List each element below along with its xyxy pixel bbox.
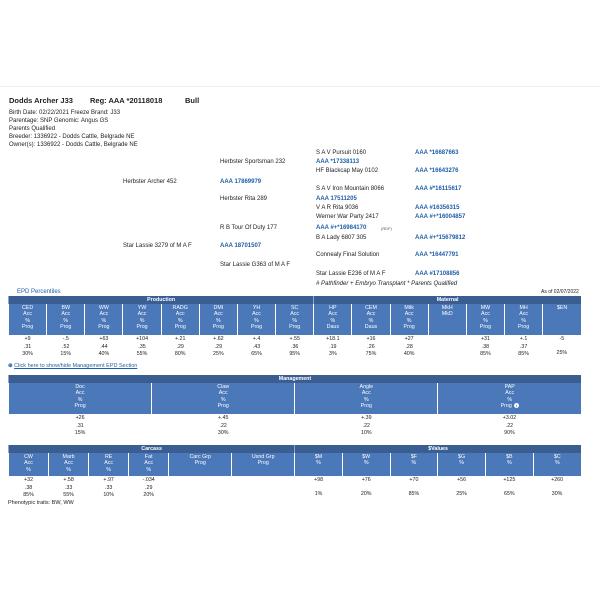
- carcass-accuracy: .33: [64, 484, 73, 491]
- epd-caption: Prog: [212, 324, 224, 331]
- epd-caption: Acc: [213, 311, 223, 318]
- svalue-percentile: 25%: [456, 490, 467, 497]
- carcass-percentile: 55%: [63, 492, 74, 498]
- management-percentile: 10%: [361, 430, 372, 436]
- epd-caption: Acc: [290, 311, 300, 318]
- svalue-name: $C: [553, 454, 561, 460]
- svalues-group-header: $Values: [295, 445, 581, 453]
- pedigree-name: Herbster Sportsman 232: [220, 159, 286, 165]
- management-accuracy: .22: [219, 422, 227, 429]
- svalue-percentile: 20%: [360, 490, 372, 497]
- epd-percentile: 30%: [22, 351, 33, 357]
- epd-caption: Acc: [328, 311, 338, 318]
- epd-caption: Acc: [61, 311, 71, 318]
- epd-caption: %: [292, 317, 298, 324]
- pedigree-reg-link[interactable]: AAA 17869979: [220, 179, 262, 185]
- epd-value: +31: [480, 336, 490, 342]
- epd-caption: [543, 323, 581, 329]
- svalue-value: +98: [314, 477, 324, 483]
- management-value-cell: [295, 414, 438, 438]
- svalue-value: +260: [551, 477, 564, 483]
- production-group-header: Production: [9, 296, 314, 304]
- carcass-percentile: 20%: [143, 492, 155, 498]
- birth-date-line: Birth Date: 02/22/2021 Freeze Brand: J33: [9, 110, 121, 116]
- pedigree-reg-link[interactable]: AAA *16643276: [415, 168, 459, 174]
- epd-value-cell: [85, 335, 123, 359]
- svalue-caption: %: [459, 460, 464, 467]
- epd-trait-name: YH: [252, 305, 261, 311]
- epd-caption: Prog: [136, 324, 148, 331]
- pedigree-name: HF Blackcap May 0102: [316, 168, 379, 174]
- pedigree-name: R B Tour Of Duty 177: [220, 225, 277, 231]
- epd-caption: Acc: [404, 311, 414, 318]
- svalue-value-cell: [390, 476, 438, 500]
- epd-caption: Prog: [174, 324, 186, 331]
- epd-caption: %: [25, 317, 30, 324]
- management-caption: %: [77, 396, 83, 403]
- pedigree-reg-link[interactable]: AAA 17511205: [316, 196, 357, 202]
- epd-caption: Acc: [366, 311, 376, 318]
- carcass-accuracy: .38: [24, 484, 33, 491]
- svalue-value: +70: [409, 477, 419, 483]
- pedigree-name: Connealy Final Solution: [316, 252, 380, 258]
- epd-value-cell: [543, 335, 581, 359]
- carcass-trait-name: Fat: [144, 454, 153, 460]
- pedigree-reg-link[interactable]: AAA *16687663: [415, 150, 459, 156]
- pedigree-reg-link[interactable]: AAA *16447791: [415, 252, 459, 258]
- pedigree-legend: # Pathfinder + Embryo Transplant * Parents Qualified: [316, 281, 458, 287]
- carcass-caption: %: [26, 466, 31, 473]
- carcass-value: +32: [24, 477, 34, 483]
- epd-value: +.4: [252, 336, 261, 342]
- epd-value: +.1: [519, 336, 528, 342]
- epd-percentile: 80%: [174, 351, 186, 357]
- carcass-caption: Acc: [24, 460, 33, 467]
- epd-trait-name: DMI: [213, 305, 224, 311]
- svalue-column-header: [438, 453, 486, 476]
- management-value-cell: [152, 414, 295, 438]
- epd-value: -5: [559, 336, 565, 342]
- epd-percentile: 65%: [251, 351, 262, 357]
- management-percentile: 90%: [504, 430, 515, 436]
- epd-value-cell: [9, 335, 47, 359]
- carcass-caption: %: [66, 466, 71, 473]
- management-caption: Prog: [360, 403, 372, 410]
- epd-trait-name: MW: [480, 305, 491, 311]
- epd-value-cell: [237, 335, 275, 359]
- epd-caption: %: [254, 317, 259, 324]
- carcass-column-header: [49, 453, 89, 476]
- svalue-value: +125: [503, 477, 516, 483]
- svalue-caption: %: [363, 460, 369, 467]
- svalue-value-cell: [533, 476, 581, 500]
- pedigree-name: Star Lassie G363 of M A F: [220, 262, 291, 268]
- epd-value: +16: [366, 336, 376, 342]
- pedigree-rdf-tag: (RDF): [381, 226, 392, 231]
- epd-trait-name: $EN: [556, 305, 568, 311]
- epd-accuracy: .38: [481, 343, 490, 350]
- svalue-column-header: [533, 453, 581, 476]
- epd-percentile: 75%: [365, 351, 377, 357]
- pedigree-reg-link[interactable]: AAA *17338113: [316, 159, 360, 165]
- epd-caption: %: [139, 317, 145, 324]
- epd-caption: %: [216, 317, 221, 324]
- carcass-column-header: [89, 453, 129, 476]
- carcass-accuracy: .33: [104, 484, 113, 491]
- svalue-percentile: 1%: [314, 490, 323, 497]
- epd-caption: %: [63, 317, 69, 324]
- epd-caption: %: [330, 317, 336, 324]
- epd-caption: Acc: [519, 311, 529, 318]
- carcass-accuracy: .29: [145, 484, 153, 491]
- carcass-column-header: [129, 453, 169, 476]
- epd-accuracy: .37: [519, 343, 528, 350]
- carcass-value: +.97: [103, 477, 114, 483]
- epd-value-cell: [199, 335, 237, 359]
- animal-registration: Reg: AAA *20118018: [90, 96, 163, 105]
- management-accuracy: .31: [76, 422, 84, 429]
- epd-accuracy: .52: [62, 343, 70, 350]
- epd-caption: %: [368, 317, 374, 324]
- epd-caption: Acc: [481, 311, 490, 318]
- epd-accuracy: .31: [23, 343, 32, 350]
- epd-column-header: [276, 304, 314, 335]
- carcass-value-cell: [49, 476, 89, 500]
- epd-caption: %: [521, 317, 526, 324]
- epd-percentile: 85%: [480, 351, 491, 357]
- epd-column-header: [237, 304, 275, 335]
- svalue-caption: %: [506, 460, 512, 467]
- management-column-header: [152, 383, 295, 414]
- carcass-percentile: 10%: [103, 492, 114, 498]
- carcass-group-name: Usnd Grp: [251, 454, 275, 460]
- epd-caption: %: [177, 317, 183, 324]
- pedigree-name: S A V Iron Mountain 8066: [316, 186, 385, 192]
- epd-caption: %: [406, 317, 412, 324]
- epd-column-header: [505, 304, 543, 335]
- svalue-value-cell: [295, 476, 343, 500]
- management-accuracy: .22: [362, 422, 370, 429]
- carcass-group-column-header: [169, 453, 232, 476]
- carcass-group-name: Carc Grp: [189, 454, 211, 460]
- epd-value-cell: [390, 335, 428, 359]
- epd-column-header: [161, 304, 199, 335]
- management-percentile: 15%: [74, 430, 86, 436]
- page-top-bar: [0, 0, 600, 87]
- management-value: +26: [75, 415, 85, 421]
- epd-percentile: 85%: [518, 351, 529, 357]
- svalue-name: $M: [314, 454, 323, 460]
- epd-caption: Prog: [98, 324, 110, 331]
- management-caption: %: [507, 396, 513, 403]
- svalue-caption: %: [316, 460, 321, 467]
- epd-column-header: [352, 304, 390, 335]
- parentage-line: Parentage: SNP Genomic: Angus GS: [9, 118, 109, 124]
- epd-percentile: 95%: [289, 351, 300, 357]
- carcass-caption: Acc: [64, 460, 74, 467]
- epd-accuracy: .44: [100, 343, 108, 350]
- management-caption: Acc: [505, 390, 515, 397]
- svalue-name: $G: [458, 454, 466, 460]
- epd-caption: MkD: [441, 311, 453, 318]
- carcass-percentile: 85%: [23, 492, 34, 498]
- management-trait-name: Angle: [359, 384, 374, 390]
- svalue-caption: %: [554, 460, 560, 467]
- management-epd-table: [8, 375, 581, 438]
- pedigree-reg-link[interactable]: AAA #+*16004857: [415, 214, 466, 220]
- carcass-trait-name: CW: [24, 454, 33, 460]
- epd-caption: Acc: [252, 311, 261, 318]
- epd-caption: Prog: [60, 324, 72, 331]
- svalue-name: $B: [506, 454, 513, 460]
- epd-column-header: [123, 304, 161, 335]
- epd-value: +27: [404, 336, 414, 342]
- epd-trait-name: MH: [519, 305, 528, 311]
- carcass-trait-name: Marb: [62, 454, 75, 460]
- pedigree-name: Star Lassie E236 of M A F: [316, 271, 386, 277]
- epd-percentile: 55%: [136, 351, 148, 357]
- epd-caption: Prog: [403, 324, 415, 331]
- management-column-header: [438, 383, 581, 414]
- epd-value-cell: [161, 335, 199, 359]
- carcass-value: +.58: [63, 477, 74, 483]
- svalue-caption: %: [411, 460, 417, 467]
- management-value-cell: [9, 414, 152, 438]
- epd-value: +.21: [174, 336, 186, 342]
- epd-caption: Prog: [518, 324, 530, 331]
- epd-percentiles-title: EPD Percentiles: [17, 289, 61, 295]
- pedigree-reg-link[interactable]: AAA #17108856: [415, 271, 460, 277]
- carcass-value-cell: [89, 476, 129, 500]
- epd-column-header: [47, 304, 85, 335]
- epd-caption: [429, 324, 466, 330]
- management-toggle-label[interactable]: Click here to show/hide Management EPD Section: [14, 363, 138, 369]
- epd-as-of-date: As of 02/07/2022: [541, 289, 579, 295]
- epd-percentile: 40%: [403, 351, 415, 357]
- epd-column-header: [390, 304, 428, 335]
- carcass-group-value-cell: [169, 476, 232, 500]
- epd-trait-name: YW: [137, 305, 147, 311]
- carcass-trait-name: RE: [104, 454, 113, 460]
- epd-percentile: 3%: [329, 351, 337, 357]
- pedigree-name: B A Lady 6807 305: [316, 235, 367, 241]
- epd-value-cell: [276, 335, 314, 359]
- epd-caption: Acc: [137, 311, 147, 318]
- epd-value-cell: [314, 335, 352, 359]
- epd-caption: Prog: [289, 324, 301, 331]
- management-value: +.39: [361, 415, 372, 421]
- epd-value: +.62: [213, 336, 224, 342]
- epd-trait-name: Milk: [404, 305, 414, 311]
- pedigree-name: Werner War Party 2417: [316, 214, 379, 220]
- epd-percentile: 40%: [98, 351, 110, 357]
- epd-value: +104: [136, 336, 149, 342]
- epd-value: +.55: [289, 336, 300, 342]
- management-caption: %: [220, 396, 226, 403]
- svalue-column-header: [485, 453, 533, 476]
- epd-caption: Prog: [250, 324, 263, 331]
- management-caption: Acc: [75, 390, 85, 397]
- epd-accuracy: .29: [176, 343, 184, 350]
- epd-trait-name: HP: [329, 305, 337, 311]
- management-caption: Prog: [74, 403, 86, 410]
- management-value-cell: [438, 414, 581, 438]
- svalue-column-header: [390, 453, 438, 476]
- carcass-group-caption: Prog: [194, 460, 206, 467]
- management-group-header: Management: [9, 375, 582, 383]
- management-caption: %: [363, 396, 369, 403]
- management-caption: Prog i: [500, 403, 517, 410]
- management-caption: Prog: [217, 403, 229, 410]
- epd-caption: Acc: [99, 311, 109, 318]
- carcass-group-value-cell: [232, 476, 295, 500]
- epd-production-maternal-table: [8, 296, 581, 359]
- epd-column-header: [543, 304, 581, 335]
- pedigree-sire-name: Herbster Archer 452: [123, 179, 177, 185]
- epd-percentile: 15%: [60, 351, 72, 357]
- epd-value-cell: [428, 335, 466, 359]
- pedigree-reg-link[interactable]: AAA 18701507: [220, 243, 262, 249]
- epd-trait-name: WW: [98, 305, 109, 311]
- svalue-percentile: 85%: [408, 490, 420, 497]
- epd-caption: Daus: [326, 324, 340, 331]
- pedigree-dam-name: Star Lassie 3279 of M A F: [123, 243, 192, 249]
- management-toggle-link[interactable]: [8, 363, 137, 369]
- svalue-percentile: 65%: [504, 490, 515, 497]
- pedigree-reg-link[interactable]: AAA #16356315: [415, 205, 460, 211]
- pedigree-reg-link[interactable]: AAA #+*15679812: [415, 235, 466, 241]
- epd-caption: %: [101, 317, 107, 324]
- carcass-group-column-header: [232, 453, 295, 476]
- epd-value: +18.1: [326, 336, 340, 342]
- epd-trait-name: CEM: [365, 305, 377, 311]
- svalue-name: $F: [410, 454, 417, 460]
- epd-value-cell: [123, 335, 161, 359]
- epd-percentile: 25%: [556, 349, 568, 356]
- management-trait-name: Doc: [75, 384, 85, 390]
- epd-trait-name: SC: [290, 305, 299, 311]
- breeder-line: Breeder: 1336922 - Dodds Cattle, Belgrade NE: [9, 134, 135, 140]
- pedigree-reg-link[interactable]: AAA #+*16984170: [316, 225, 367, 231]
- management-column-header: [295, 383, 438, 414]
- epd-value: -.5: [62, 336, 69, 342]
- epd-accuracy: .36: [290, 343, 299, 350]
- pedigree-name: S A V Pursuit 0160: [316, 150, 367, 156]
- epd-value: +63: [99, 336, 109, 342]
- svalue-value: +76: [361, 477, 371, 483]
- owner-line: Owner(s): 1336922 - Dodds Cattle, Belgrade NE: [9, 142, 138, 148]
- carcass-caption: %: [146, 466, 152, 473]
- epd-column-header: [85, 304, 123, 335]
- epd-caption: Daus: [364, 324, 378, 331]
- info-icon[interactable]: i: [515, 403, 517, 409]
- carcass-group-header: Carcass: [9, 445, 295, 453]
- carcass-column-header: [9, 453, 49, 476]
- epd-trait-name: CED: [21, 305, 34, 311]
- management-trait-name: Claw: [217, 384, 230, 390]
- management-percentile: 30%: [217, 430, 229, 436]
- svalue-value: +56: [457, 477, 467, 483]
- epd-column-header: [199, 304, 237, 335]
- epd-value-cell: [352, 335, 390, 359]
- animal-name: Dodds Archer J33: [9, 96, 73, 105]
- epd-caption: Acc: [23, 311, 32, 318]
- epd-accuracy: .26: [367, 343, 375, 350]
- pedigree-reg-link[interactable]: AAA #*16115617: [415, 186, 462, 192]
- carcass-caption: Acc: [104, 460, 114, 467]
- epd-value-cell: [505, 335, 543, 359]
- management-accuracy: .22: [505, 422, 514, 429]
- svalue-percentile: 30%: [551, 490, 563, 497]
- epd-percentile: 25%: [213, 351, 224, 357]
- epd-trait-name: MkH: [441, 305, 453, 311]
- epd-value-cell: [466, 335, 504, 359]
- epd-caption: %: [483, 317, 488, 324]
- epd-caption: Acc: [175, 311, 185, 318]
- parents-qualified-line: Parents Qualified: [9, 126, 56, 132]
- epd-column-header: [9, 304, 47, 335]
- management-value: +3.02: [502, 415, 517, 421]
- carcass-caption: %: [106, 466, 112, 473]
- carcass-value-cell: [9, 476, 49, 500]
- maternal-group-header: Maternal: [314, 296, 581, 304]
- epd-trait-name: RADG: [172, 305, 188, 311]
- pedigree-name: V A R Rita 9036: [316, 205, 359, 211]
- svalue-value-cell: [342, 476, 390, 500]
- epd-accuracy: .19: [329, 343, 337, 350]
- epd-accuracy: .35: [138, 343, 146, 350]
- pedigree-name: Herbster Rita 289: [220, 196, 268, 202]
- management-caption: Acc: [218, 390, 228, 397]
- management-column-header: [9, 383, 152, 414]
- carcass-svalues-table: [8, 445, 581, 500]
- svalue-column-header: [342, 453, 390, 476]
- management-value: +.45: [217, 415, 229, 421]
- animal-sex: Bull: [185, 96, 200, 105]
- epd-percentile: [428, 348, 466, 354]
- svalue-name: $W: [362, 454, 371, 460]
- carcass-value: -.034: [142, 477, 155, 483]
- epd-value-cell: [47, 335, 85, 359]
- carcass-value-cell: [129, 476, 169, 500]
- epd-caption: Prog: [21, 324, 34, 331]
- epd-column-header: [314, 304, 352, 335]
- svalue-value-cell: [438, 476, 486, 500]
- epd-column-header: [428, 304, 466, 335]
- management-trait-name: PAP: [504, 384, 515, 390]
- svalue-column-header: [295, 453, 343, 476]
- epd-value: +9: [24, 336, 31, 342]
- phenotypic-traits: Phenotypic traits: BW, WW: [8, 500, 74, 506]
- epd-accuracy: .43: [252, 343, 261, 350]
- management-caption: Acc: [361, 390, 371, 397]
- expand-icon: ⊕: [8, 363, 13, 369]
- carcass-group-caption: Prog: [257, 460, 269, 467]
- epd-caption: Prog: [479, 324, 492, 331]
- epd-accuracy: .29: [214, 343, 223, 350]
- epd-trait-name: BW: [61, 305, 70, 311]
- svalue-value-cell: [485, 476, 533, 500]
- carcass-caption: Acc: [144, 460, 154, 467]
- epd-column-header: [466, 304, 504, 335]
- epd-accuracy: .28: [405, 343, 413, 350]
